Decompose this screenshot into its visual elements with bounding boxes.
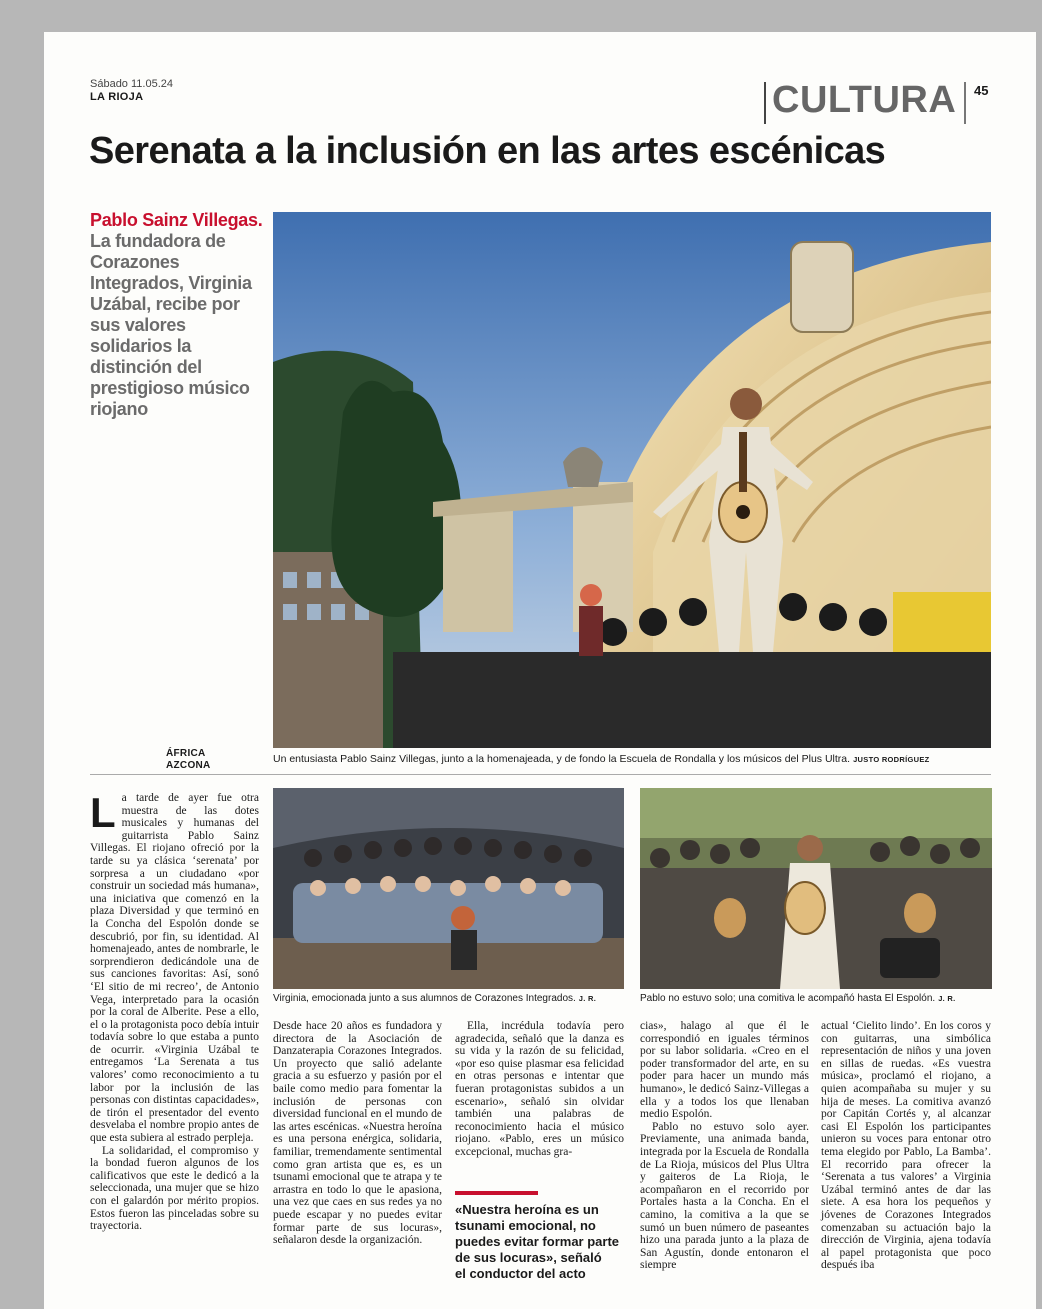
body-col3-p1: Ella, incrédula todavía pero agradecida, señaló que la danza es su vida y la razón de su felicidad, «por eso quise plasmar esa felicidad en otras personas e intentar que fueran protagonistas subidos a un escenario», señaló sin olvidar también una palabras de reconocimiento hacia el músico riojano. «Pablo, eres un músico excepcional, muchas gra- (455, 1020, 624, 1158)
group-photo (273, 788, 624, 989)
lead-highlight: Pablo Sainz Villegas. (90, 210, 263, 230)
body-col4-p2: Pablo no estuvo solo ayer. Previamente, una animada banda, integrada por la Escuela de Rondalla de La Rioja, músicos del Plus Ultra y gaiteros de La Rioja, le acompañaron en el recorrido por Portales hasta a la Concha. En el camino, la comitiva a la que se sumó un buen número de paseantes hizo una parada junto a la plaza de San Agustín, donde entonaron el siempre (640, 1120, 809, 1272)
parade-caption-text: Pablo no estuvo solo; una comitiva le acompañó hasta El Espolón. (640, 993, 936, 1004)
body-col4-p1: cias», halago al que él le correspondió en iguales términos por su labor solidaria. «Creo en el poder transformador del arte, en su poder para hacer un mundo más humano», le dedicó Sainz-Villegas a ella y a todos los que llenaban medio Espolón. (640, 1020, 809, 1121)
pull-quote (455, 1202, 631, 1282)
newspaper-page (44, 32, 1036, 1309)
body-column-2 (273, 1020, 442, 1247)
pull-quote-attribution: el conductor del acto (455, 1266, 586, 1281)
pull-quote-bar (455, 1191, 538, 1195)
body-col1-p2: La solidaridad, el compromiso y la bondad fueron algunos de los calificativos que este le dedicó a la seleccionada, una mujer que se hizo con el galardón por mérito propios. Estos fueron las pinceladas sobre su trayectoria. (90, 1144, 259, 1233)
author-last-name: AZCONA (166, 760, 211, 771)
lead-paragraph (90, 210, 270, 420)
body-column-5 (821, 1020, 991, 1272)
body-col5-p1: actual ‘Cielito lindo’. En los coros y con guitarras, una simbólica representación de niños y una joven en sillas de ruedas. «Es vuestra música», proclamó el riojano, a quien acompañaba su mujer y su hija de meses. La comitiva avanzó por Capitán Cortés y, al alcanzar casi El Espolón los participantes unieron su voces para entonar otro tema elegido por Pablo, La Bamba’. El recorrido para ofrecer la ‘Serenata a tus valores’ a Virginia Uzábal terminó antes de dar las siete. A esa hora los pequeños y jóvenes de Corazones Integrados comenzaban su actuación bajo la dirección de Virginia, ajena todavía al papel protagonista que poco después iba (821, 1020, 991, 1272)
main-photo-illustration (273, 212, 991, 748)
main-photo (273, 212, 991, 748)
main-photo-credit: JUSTO RODRÍGUEZ (853, 755, 930, 764)
lead-text: La fundadora de Corazones Integrados, Virginia Uzábal, recibe por sus valores solidarios la distinción del prestigioso músico riojano (90, 231, 252, 419)
page-number: 45 (974, 83, 989, 98)
body-col2-p1: Desde hace 20 años es fundadora y directora de la Asociación de Danzaterapia Corazones Integrados. Un proyecto que salió adelante gracia a su esfuerzo y pasión por el baile como medio para fomentar la inclusión de personas con diversidad funcional en el mundo de las artes escénicas. «Nuestra heroína es una persona enérgica, solidaria, familiar, tremendamente sentimental como gran artista que es, es un tsunami emocional que te atrapa y te arrastra en todo lo que le apasiona, una vez que caes en sus redes ya no puede escapar y no puedes evitar formar parte de sus locuras», señalaron desde la organización. (273, 1020, 442, 1247)
group-caption-text: Virginia, emocionada junto a sus alumnos de Corazones Integrados. (273, 993, 576, 1004)
byline (166, 748, 226, 772)
section-title: CULTURA (772, 79, 957, 121)
parade-photo-caption (640, 993, 992, 1005)
headline: Serenata a la inclusión en las artes escénicas (89, 130, 886, 172)
group-photo-credit: J. R. (578, 994, 597, 1003)
body-column-4 (640, 1020, 809, 1272)
parade-photo-credit: J. R. (938, 994, 956, 1003)
group-photo-caption (273, 993, 624, 1005)
section-rule (90, 774, 991, 775)
newspaper-name: LA RIOJA (90, 91, 144, 103)
issue-date: Sábado 11.05.24 (90, 78, 173, 90)
group-photo-illustration (273, 788, 624, 989)
section-divider (764, 82, 766, 124)
drop-cap: L (90, 789, 116, 836)
author-first-name: ÁFRICA (166, 748, 206, 759)
parade-photo (640, 788, 992, 989)
pull-quote-text: «Nuestra heroína es un tsunami emocional, no puedes evitar formar parte de sus locuras», señaló (455, 1202, 620, 1265)
body-column-1 (90, 789, 259, 1233)
body-col1-p1: a tarde de ayer fue otra muestra de las dotes musicales y humanas del guitarrista Pablo Sainz Villegas. El riojano ofreció por la tarde su ya clásica ‘serenata’ por sorpresa a un ciudadano «por construir un sociedad más humana», una iniciativa que comenzó en la plaza Diversidad y que terminó en la Concha del Espolón donde se descubrió, por fin, su identidad. Al homenajeado, antes de nombrarle, le sorprendieron dedicándole una de sus canciones favoritas: Así, sonó ‘El sitio de mi recreo’, de Antonio Vega, interpretado para la ocasión por la coral de Alberite. Pese a ello, el o la protagonista poco debía intuir todavía sobre lo que estaba a punto de ocurrir. «Virginia Uzábal te entregamos ‘La Serenata a tus valores’ como reconocimiento a tu labor por la inclusión de las personas con distintas capacidades», de tirón el presentador del evento desvelaba el nombre propio antes de que esta subiera al estrado perpleja. (90, 792, 259, 1145)
main-caption-text: Un entusiasta Pablo Sainz Villegas, junto a la homenajeada, y de fondo la Escuela de Rondalla y los músicos del Plus Ultra. (273, 753, 851, 765)
page-number-divider (964, 82, 966, 124)
parade-photo-illustration (640, 788, 992, 989)
main-photo-caption (273, 753, 991, 766)
body-column-3 (455, 1020, 624, 1159)
